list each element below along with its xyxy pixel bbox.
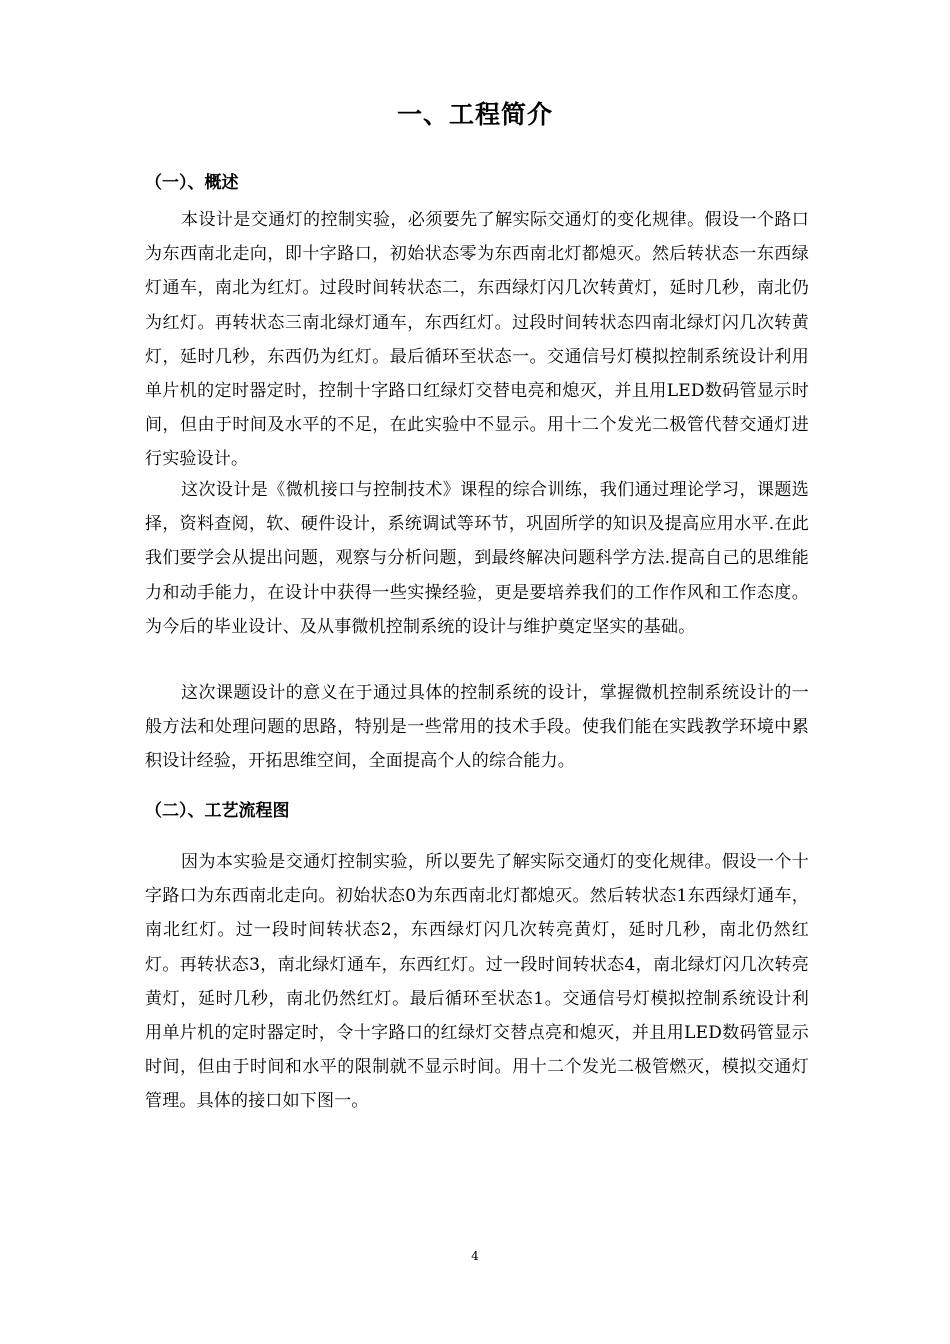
section-heading-process-flow: （二）、工艺流程图 xyxy=(145,801,290,821)
section-heading-overview: （一）、概述 xyxy=(145,173,239,193)
page-title: 一、工程简介 xyxy=(396,100,553,129)
overview-paragraph-2: 这次设计是《微机接口与控制技术》课程的综合训练，我们通过理论学习，课题选择，资料查阅，软、硬件设计，系统调试等环节，巩固所学的知识及提高应用水平.在此我们要学会从提出问题，观察与分析问题，到最终解决问题科学方法.提高自己的思维能力和动手能力，在设计中获得一些实操经验，更是要培养我们的工作作风和工作态度。为今后的毕业设计、及从事微机控制系统的设计与维护奠定坚实的基础。 xyxy=(145,480,809,637)
overview-paragraph-3: 这次课题设计的意义在于通过具体的控制系统的设计，掌握微机控制系统设计的一般方法和处理问题的思路，特别是一些常用的技术手段。使我们能在实践教学环境中累积设计经验，开拓思维空间，全面提高个人的综合能力。 xyxy=(145,683,809,772)
overview-paragraph-1: 本设计是交通灯的控制实验，必须要先了解实际交通灯的变化规律。假设一个路口为东西南北走向，即十字路口，初始状态零为东西南北灯都熄灭。然后转状态一东西绿灯通车，南北为红灯。过段时间转状态二，东西绿灯闪几次转黄灯，延时几秒，南北仍为红灯。再转状态三南北绿灯通车，东西红灯。过段时间转状态四南北绿灯闪几次转黄灯，延时几秒，东西仍为红灯。最后循环至状态一。交通信号灯模拟控制系统设计利用单片机的定时器定时，控制十字路口红绿灯交替电亮和熄灭，并且用LED数码管显示时间，但由于时间及水平的不足，在此实验中不显示。用十二个发光二极管代替交通灯进行实验设计。 xyxy=(145,210,809,470)
process-flow-paragraph: 因为本实验是交通灯控制实验，所以要先了解实际交通灯的变化规律。假设一个十字路口为东西南北走向。初始状态0为东西南北灯都熄灭。然后转状态1东西绿灯通车，南北红灯。过一段时间转状态2，东西绿灯闪几次转亮黄灯，延时几秒，南北仍然红灯。再转状态3，南北绿灯通车，东西红灯。过一段时间转状态4，南北绿灯闪几次转亮黄灯，延时几秒，南北仍然红灯。最后循环至状态1。交通信号灯模拟控制系统设计利用单片机的定时器定时，令十字路口的红绿灯交替点亮和熄灭，并且用LED数码管显示时间，但由于时间和水平的限制就不显示时间。用十二个发光二极管燃灭，模拟交通灯管理。具体的接口如下图一。 xyxy=(145,852,809,1112)
page-number: 4 xyxy=(471,1249,479,1263)
